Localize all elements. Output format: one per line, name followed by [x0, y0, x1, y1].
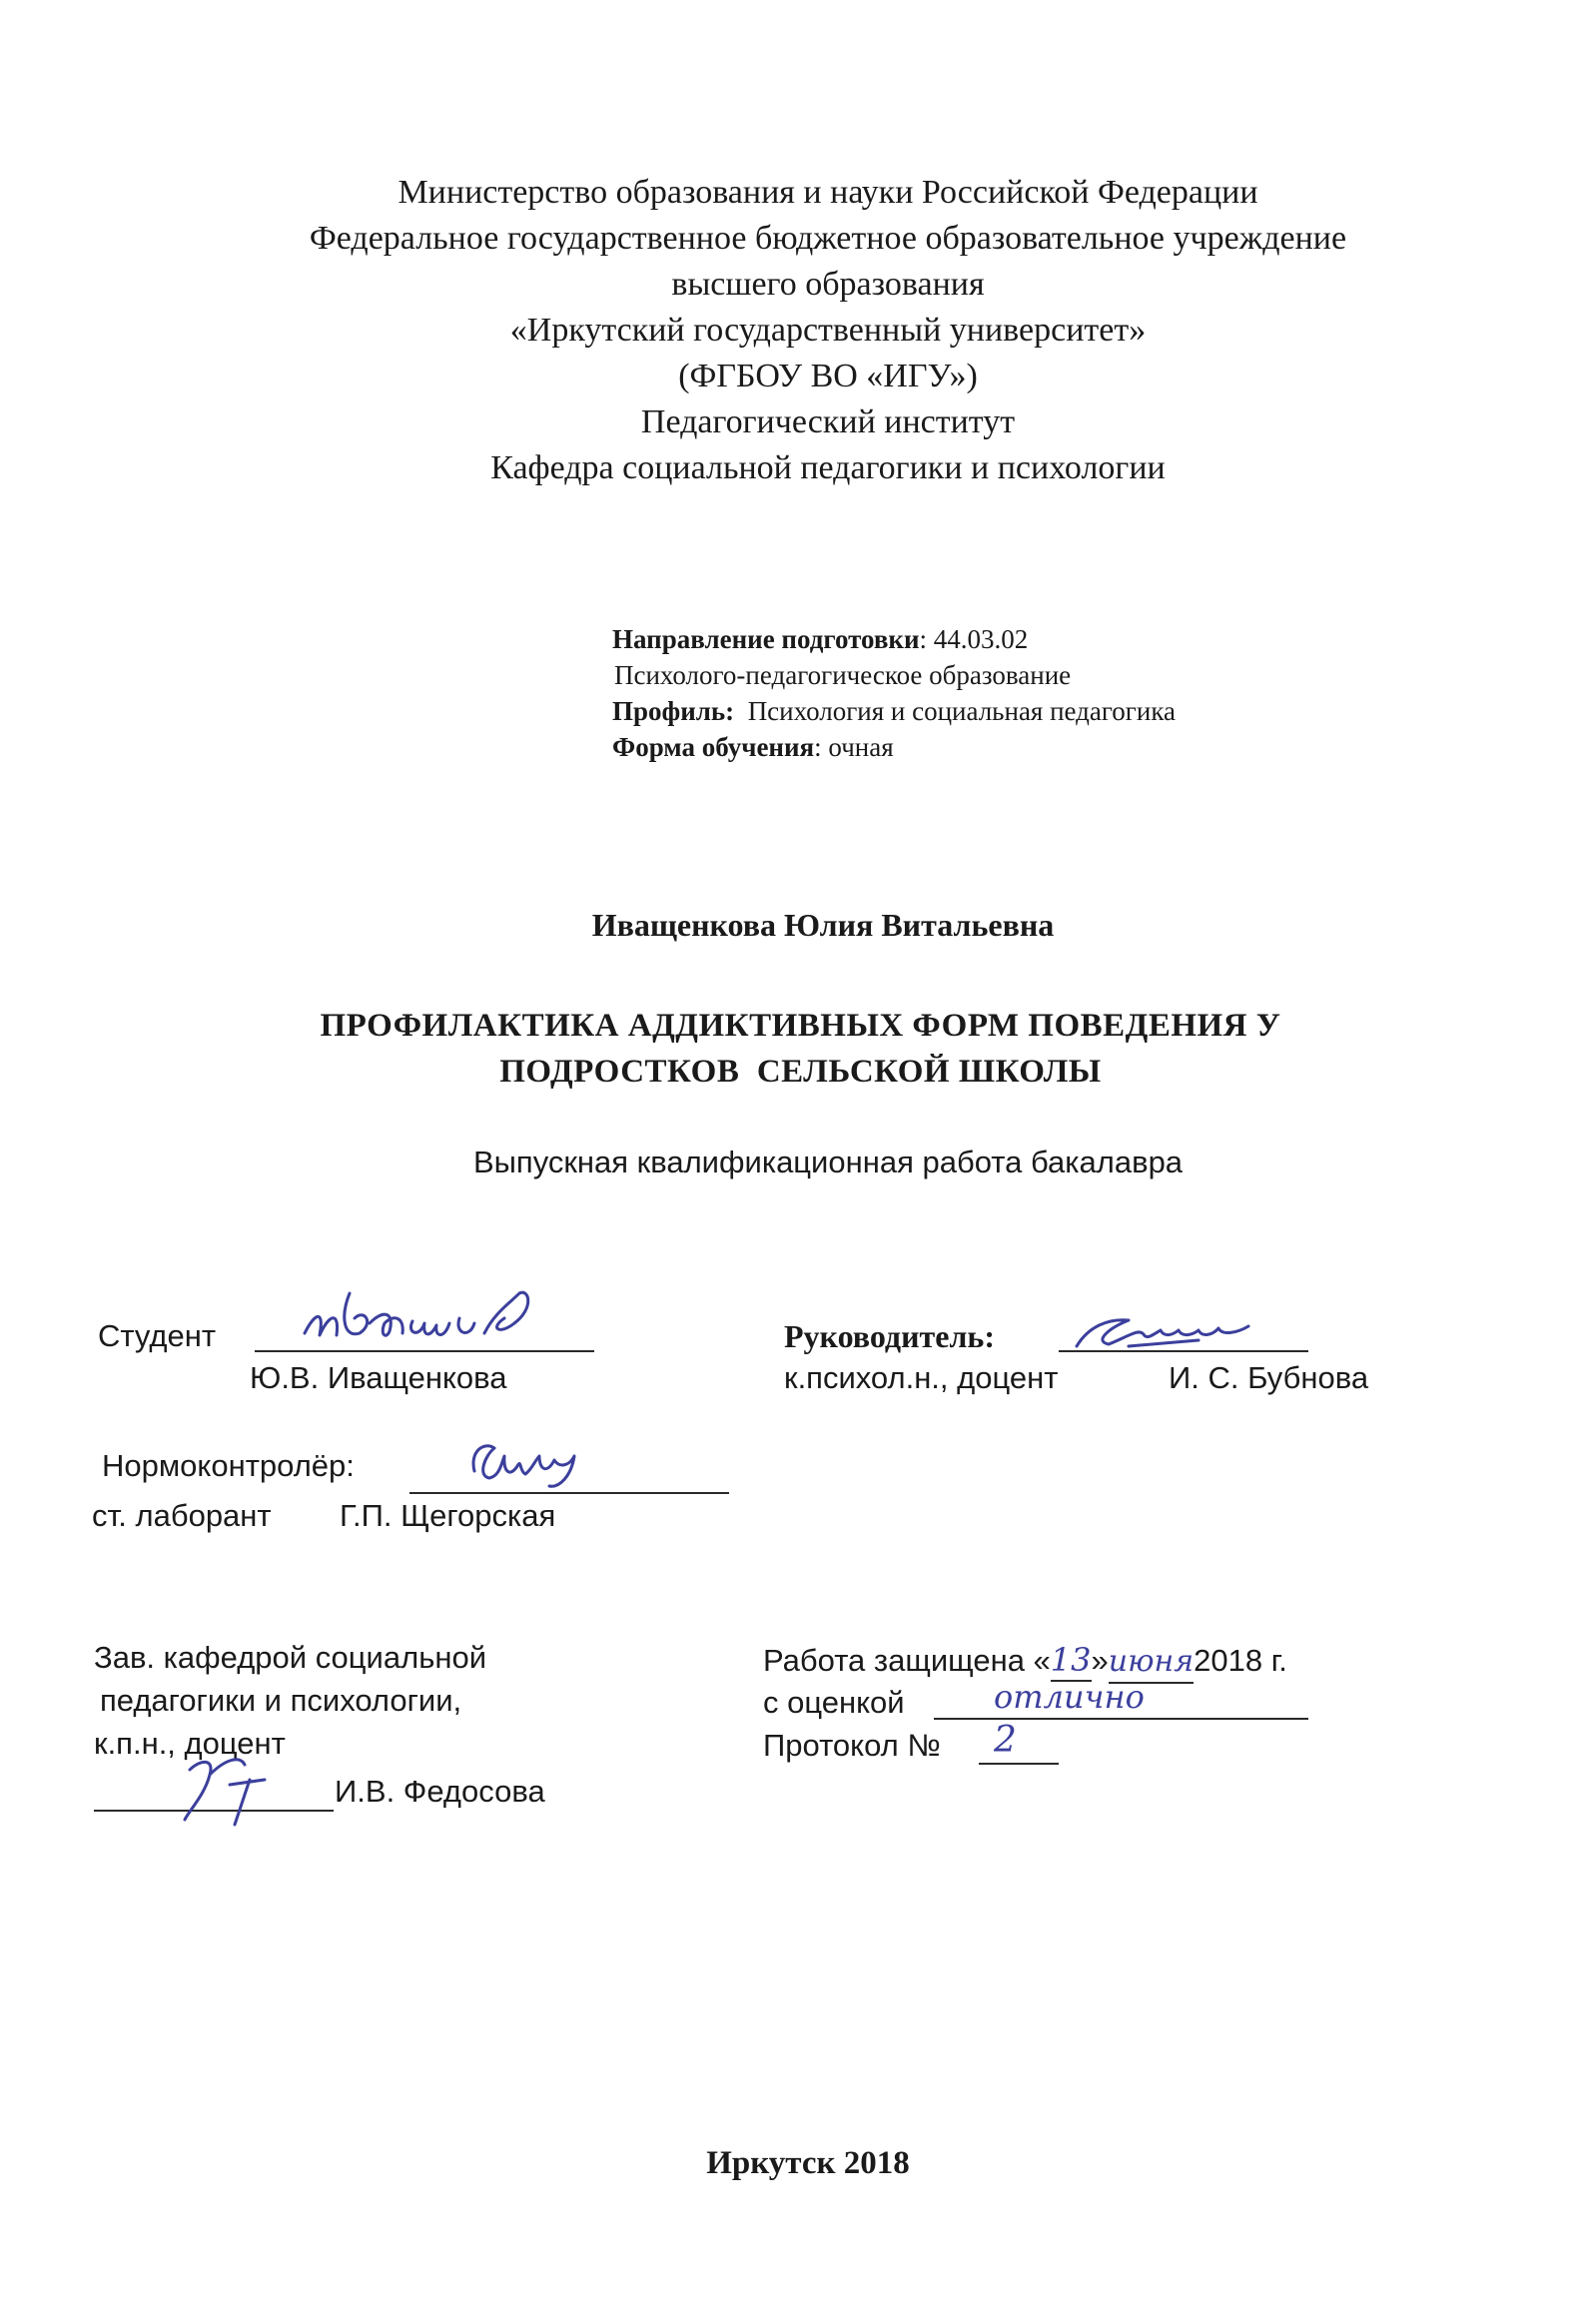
institution-header — [0, 170, 1596, 491]
student-label: Студент — [98, 1318, 217, 1353]
protocol-value: 2 — [994, 1720, 1017, 1761]
direction-value: : 44.03.02 — [919, 624, 1029, 654]
department-line: Кафедра социальной педагогики и психологии — [490, 449, 1166, 486]
profile-label: Профиль: — [612, 696, 735, 726]
normcontrol-signature — [459, 1426, 599, 1496]
head-name: И.В. Федосова — [335, 1774, 545, 1809]
normcontrol-position: ст. лаборант — [92, 1498, 272, 1533]
defense-mid: » — [1091, 1643, 1109, 1678]
defense-year: 2018 г. — [1194, 1643, 1287, 1678]
institution-type-line: Федеральное государственное бюджетное образовательное учреждение — [309, 220, 1347, 257]
protocol-label: Протокол № — [763, 1728, 941, 1763]
profile-value: Психология и социальная педагогика — [747, 696, 1177, 726]
program-info — [612, 621, 1176, 765]
head-line-3: к.п.н., доцент — [94, 1726, 286, 1761]
thesis-title — [0, 1003, 1596, 1095]
grade-line — [934, 1718, 1308, 1720]
thesis-title-line-2: ПОДРОСТКОВ СЕЛЬСКОЙ ШКОЛЫ — [499, 1054, 1102, 1090]
supervisor-position: к.психол.н., доцент — [784, 1360, 1059, 1395]
head-line-1: Зав. кафедрой социальной — [94, 1640, 487, 1675]
supervisor-signature — [1069, 1306, 1288, 1356]
normcontrol-label: Нормоконтролёр: — [102, 1448, 355, 1483]
form-label: Форма обучения — [612, 732, 815, 762]
defense-prefix: Работа защищена « — [763, 1643, 1051, 1678]
protocol-line — [979, 1763, 1059, 1765]
head-line-2: педагогики и психологии, — [100, 1683, 462, 1718]
education-level-line: высшего образования — [671, 266, 985, 303]
direction-label: Направление подготовки — [612, 624, 920, 654]
form-value: : очная — [814, 732, 894, 762]
institute-line: Педагогический институт — [640, 403, 1016, 440]
direction-name: Психолого-педагогическое образование — [614, 660, 1072, 690]
thesis-title-line-1: ПРОФИЛАКТИКА АДДИКТИВНЫХ ФОРМ ПОВЕДЕНИЯ У — [320, 1008, 1281, 1044]
grade-value: отлично — [994, 1678, 1145, 1716]
author-name: Иващенкова Юлия Витальевна — [591, 907, 1055, 943]
normcontrol-name: Г.П. Щегорская — [340, 1498, 556, 1533]
work-type: Выпускная квалификационная работа бакалавра — [472, 1145, 1184, 1179]
university-abbr-line: (ФГБОУ ВО «ИГУ») — [678, 358, 978, 394]
city-year: Иркутск 2018 — [706, 2145, 910, 2181]
defense-day: 13 — [1051, 1640, 1092, 1682]
head-signature — [170, 1740, 290, 1830]
defense-month: июня — [1109, 1642, 1194, 1684]
student-signature — [295, 1273, 564, 1353]
ministry-line: Министерство образования и науки Российской Федерации — [398, 174, 1258, 211]
student-name: Ю.В. Иващенкова — [250, 1360, 507, 1395]
grade-label: с оценкой — [763, 1685, 905, 1720]
supervisor-name: И. С. Бубнова — [1169, 1360, 1369, 1395]
university-name-line: «Иркутский государственный университет» — [509, 312, 1147, 349]
supervisor-label: Руководитель: — [784, 1318, 995, 1354]
